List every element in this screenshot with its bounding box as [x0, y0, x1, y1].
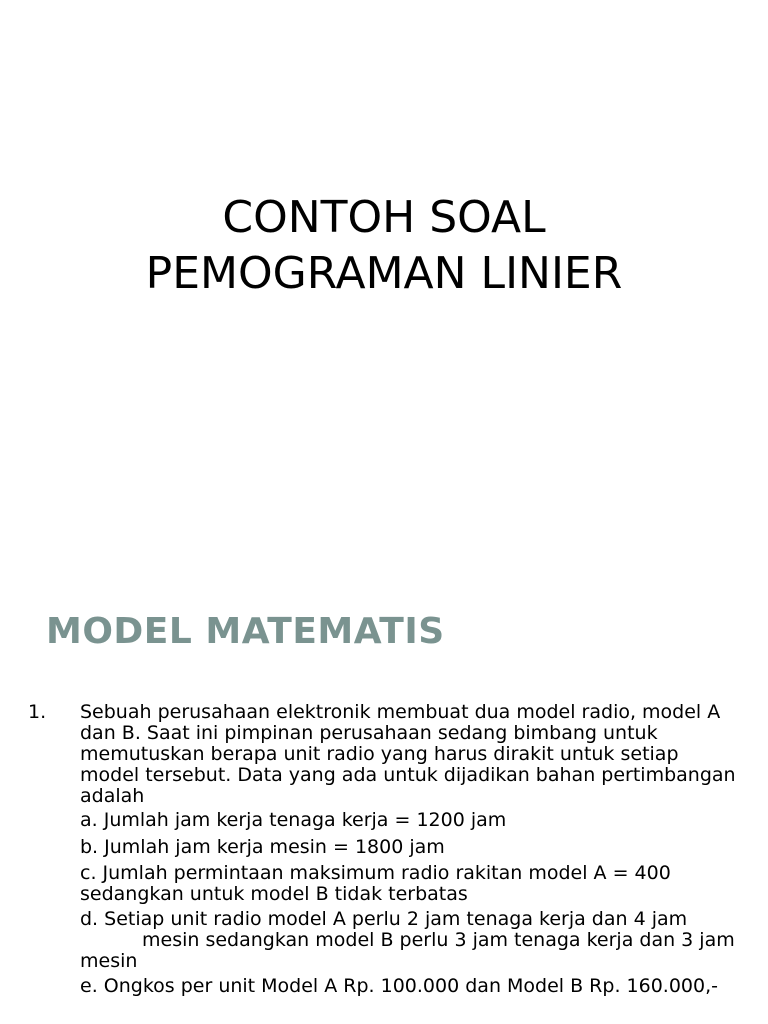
slide-heading: MODEL MATEMATIS — [46, 611, 445, 652]
sub-item-c-part1: c. Jumlah permintaan maksimum radio rakitan model A = 400 — [80, 862, 671, 884]
sub-item-d-part2: mesin sedangkan model B perlu 3 jam tenaga kerja dan 3 jam mesin — [80, 929, 735, 972]
sub-item-c-part2: sedangkan untuk model B tidak terbatas — [80, 883, 468, 905]
sub-item-a: a. Jumlah jam kerja tenaga kerja = 1200 jam — [80, 809, 507, 831]
problem-statement: Sebuah perusahaan elektronik membuat dua model radio, model A dan B. Saat ini pimpinan perusahaan sedang bimbang untuk memutuskan berapa unit radio yang harus dirakit untuk setiap model tersebut. Data yang ada untuk dijadikan bahan pertimbangan adalah — [80, 701, 736, 807]
list-item-number: 1. — [28, 701, 47, 723]
sub-item-e: e. Ongkos per unit Model A Rp. 100.000 dan Model B Rp. 160.000,- — [80, 975, 718, 997]
slide-title-heading — [0, 190, 768, 302]
sub-item-d — [80, 909, 740, 972]
sub-item-b: b. Jumlah jam kerja mesin = 1800 jam — [80, 836, 445, 858]
sub-item-d-part1: d. Setiap unit radio model A perlu 2 jam tenaga kerja dan 4 jam — [80, 908, 688, 930]
title-line-1: CONTOH SOAL — [222, 192, 546, 243]
sub-item-c — [80, 863, 740, 905]
title-line-2: PEMOGRAMAN LINIER — [145, 248, 623, 299]
slide-model-matematis — [0, 575, 768, 1024]
